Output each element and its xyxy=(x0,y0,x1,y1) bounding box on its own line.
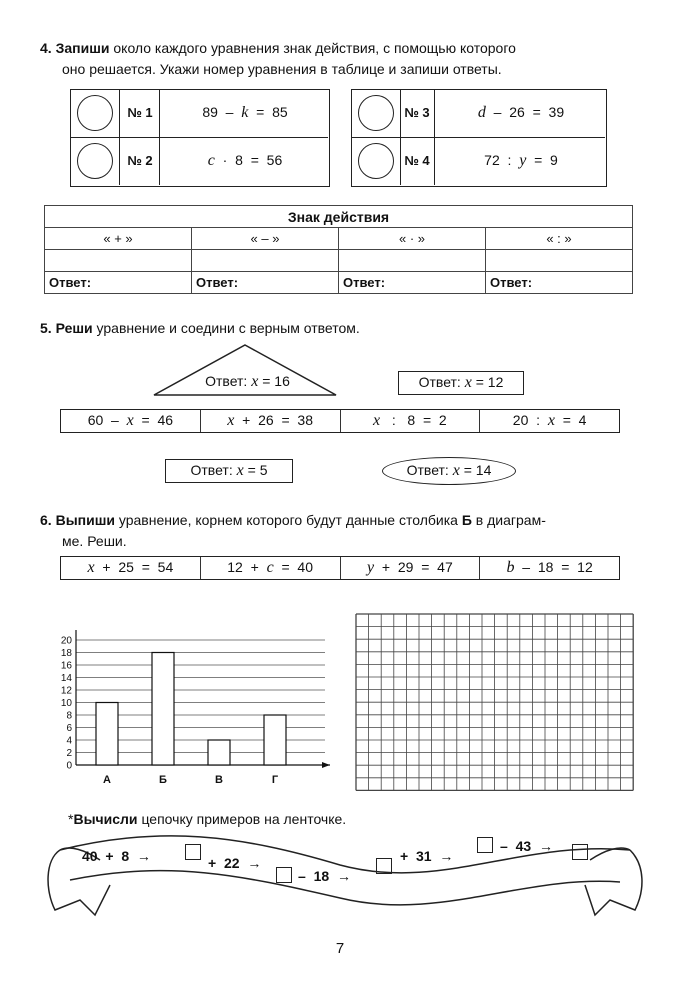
task4-text-line2: оно решается. Укажи номер уравнения в таблице и запиши ответы. xyxy=(62,61,502,77)
x-axis-arrow xyxy=(322,762,330,768)
eq-label-1: № 1 xyxy=(127,105,153,120)
task5-equation-strip xyxy=(60,409,620,433)
number-cell-divide[interactable] xyxy=(486,250,633,272)
number-cell-multiply[interactable] xyxy=(339,250,486,272)
answer-circle-3[interactable] xyxy=(358,95,394,131)
number-cell-minus[interactable] xyxy=(192,250,339,272)
y-tick-label: 12 xyxy=(60,685,72,697)
task6-number: 6. xyxy=(40,512,52,528)
sign-minus: « – » xyxy=(192,228,339,250)
y-tick-label: 2 xyxy=(66,748,72,759)
chain-minus-18: – 18 → xyxy=(298,868,351,884)
y-tick-label: 18 xyxy=(60,648,72,659)
task6-text-line1: уравнение, корнем которого будут данные столбика xyxy=(118,512,458,528)
task4-instructions xyxy=(40,38,640,80)
grid-paper[interactable] xyxy=(355,613,635,793)
bar-3 xyxy=(208,740,230,765)
answer-ellipse-14[interactable]: Ответ: x = 14 xyxy=(382,457,516,485)
number-cell-plus[interactable] xyxy=(45,250,192,272)
task6-verb: Выпиши xyxy=(55,512,115,528)
equation-box-right xyxy=(351,89,607,187)
x-tick-label: Б xyxy=(159,774,167,786)
task6-equation-1[interactable]: x + 25 = 54 xyxy=(61,557,201,579)
sign-multiply: « · » xyxy=(339,228,486,250)
sign-plus: « + » xyxy=(45,228,192,250)
task4-verb: Запиши xyxy=(55,40,110,56)
task5-instructions xyxy=(40,318,640,339)
chain-box-1[interactable] xyxy=(185,844,201,860)
answer-triangle-text: Ответ: x = 16 xyxy=(205,373,290,390)
page-number: 7 xyxy=(335,940,345,957)
task4-number: 4. xyxy=(40,40,52,56)
task5-equation-2: x + 26 = 38 xyxy=(201,410,341,432)
task6-text-line2: ме. Реши. xyxy=(62,533,127,549)
bonus-instructions xyxy=(68,809,628,830)
equation-3: d – 26 = 39 xyxy=(477,104,565,121)
y-tick-label: 20 xyxy=(60,635,72,647)
chain-plus-22: + 22 → xyxy=(208,855,262,871)
chain-start: 40 + 8 → xyxy=(82,848,151,864)
answer-cell-multiply[interactable]: Ответ: xyxy=(339,272,486,294)
task5-equation-3: x : 8 = 2 xyxy=(341,410,481,432)
chain-minus-43: – 43 → xyxy=(500,838,553,854)
eq-label-4: № 4 xyxy=(404,153,430,168)
task4-text-line1: около каждого уравнения знак действия, с помощью которого xyxy=(113,40,516,56)
equation-4: 72 : y = 9 xyxy=(484,152,558,169)
sign-divide: « : » xyxy=(486,228,633,250)
equation-2: c · 8 = 56 xyxy=(207,152,283,169)
equation-box-left xyxy=(70,89,330,187)
bar-chart xyxy=(40,620,340,800)
answer-circle-4[interactable] xyxy=(358,143,394,179)
y-tick-label: 10 xyxy=(60,698,72,709)
task5-number: 5. xyxy=(40,320,52,336)
task6-text-line1-end: в диаграм- xyxy=(475,512,546,528)
table-header: Знак действия xyxy=(45,206,633,228)
task5-text: уравнение и соедини с верным ответом. xyxy=(96,320,360,336)
y-tick-label: 16 xyxy=(60,660,72,672)
chain-box-2[interactable] xyxy=(276,867,292,883)
x-tick-label: В xyxy=(215,774,223,786)
task5-equation-1: 60 – x = 46 xyxy=(61,410,201,432)
x-tick-label: Г xyxy=(271,774,279,786)
answer-rectangle-12[interactable]: Ответ: x = 12 xyxy=(398,371,524,395)
chain-box-5[interactable] xyxy=(572,844,588,860)
chain-box-3[interactable] xyxy=(376,858,392,874)
task6-bold-letter: Б xyxy=(461,512,472,528)
task6-equation-4[interactable]: b – 18 = 12 xyxy=(506,559,593,576)
answer-cell-plus[interactable]: Ответ: xyxy=(45,272,192,294)
bar-4 xyxy=(264,715,286,765)
chain-box-4[interactable] xyxy=(477,837,493,853)
y-tick-label: 0 xyxy=(66,760,72,772)
y-tick-label: 4 xyxy=(66,735,72,747)
task6-equation-strip xyxy=(60,556,620,580)
task6-equation-2[interactable]: 12 + c = 40 xyxy=(201,557,341,579)
y-tick-label: 6 xyxy=(66,723,72,734)
bonus-text: цепочку примеров на ленточке. xyxy=(141,811,347,827)
eq-label-3: № 3 xyxy=(404,105,430,120)
eq-label-2: № 2 xyxy=(127,153,153,168)
chain-plus-31: + 31 → xyxy=(400,848,454,864)
bar-2 xyxy=(152,653,174,766)
answer-cell-divide[interactable]: Ответ: xyxy=(486,272,633,294)
answer-rectangle-5[interactable]: Ответ: x = 5 xyxy=(165,459,293,483)
task5-verb: Реши xyxy=(55,320,93,336)
bar-1 xyxy=(96,703,118,766)
task6-instructions xyxy=(40,510,640,552)
y-tick-label: 8 xyxy=(66,710,72,722)
answer-circle-2[interactable] xyxy=(77,143,113,179)
bonus-star: * xyxy=(68,811,74,827)
x-tick-label: А xyxy=(103,774,111,786)
equation-1: 89 – k = 85 xyxy=(202,104,288,121)
task6-equation-3[interactable]: y + 29 = 47 xyxy=(341,557,481,579)
answer-cell-minus[interactable]: Ответ: xyxy=(192,272,339,294)
answer-circle-1[interactable] xyxy=(77,95,113,131)
operation-sign-table xyxy=(44,205,633,294)
bonus-verb: Вычисли xyxy=(73,811,138,827)
task5-equation-4: 20 : x = 4 xyxy=(512,412,587,429)
y-tick-label: 14 xyxy=(60,673,72,684)
